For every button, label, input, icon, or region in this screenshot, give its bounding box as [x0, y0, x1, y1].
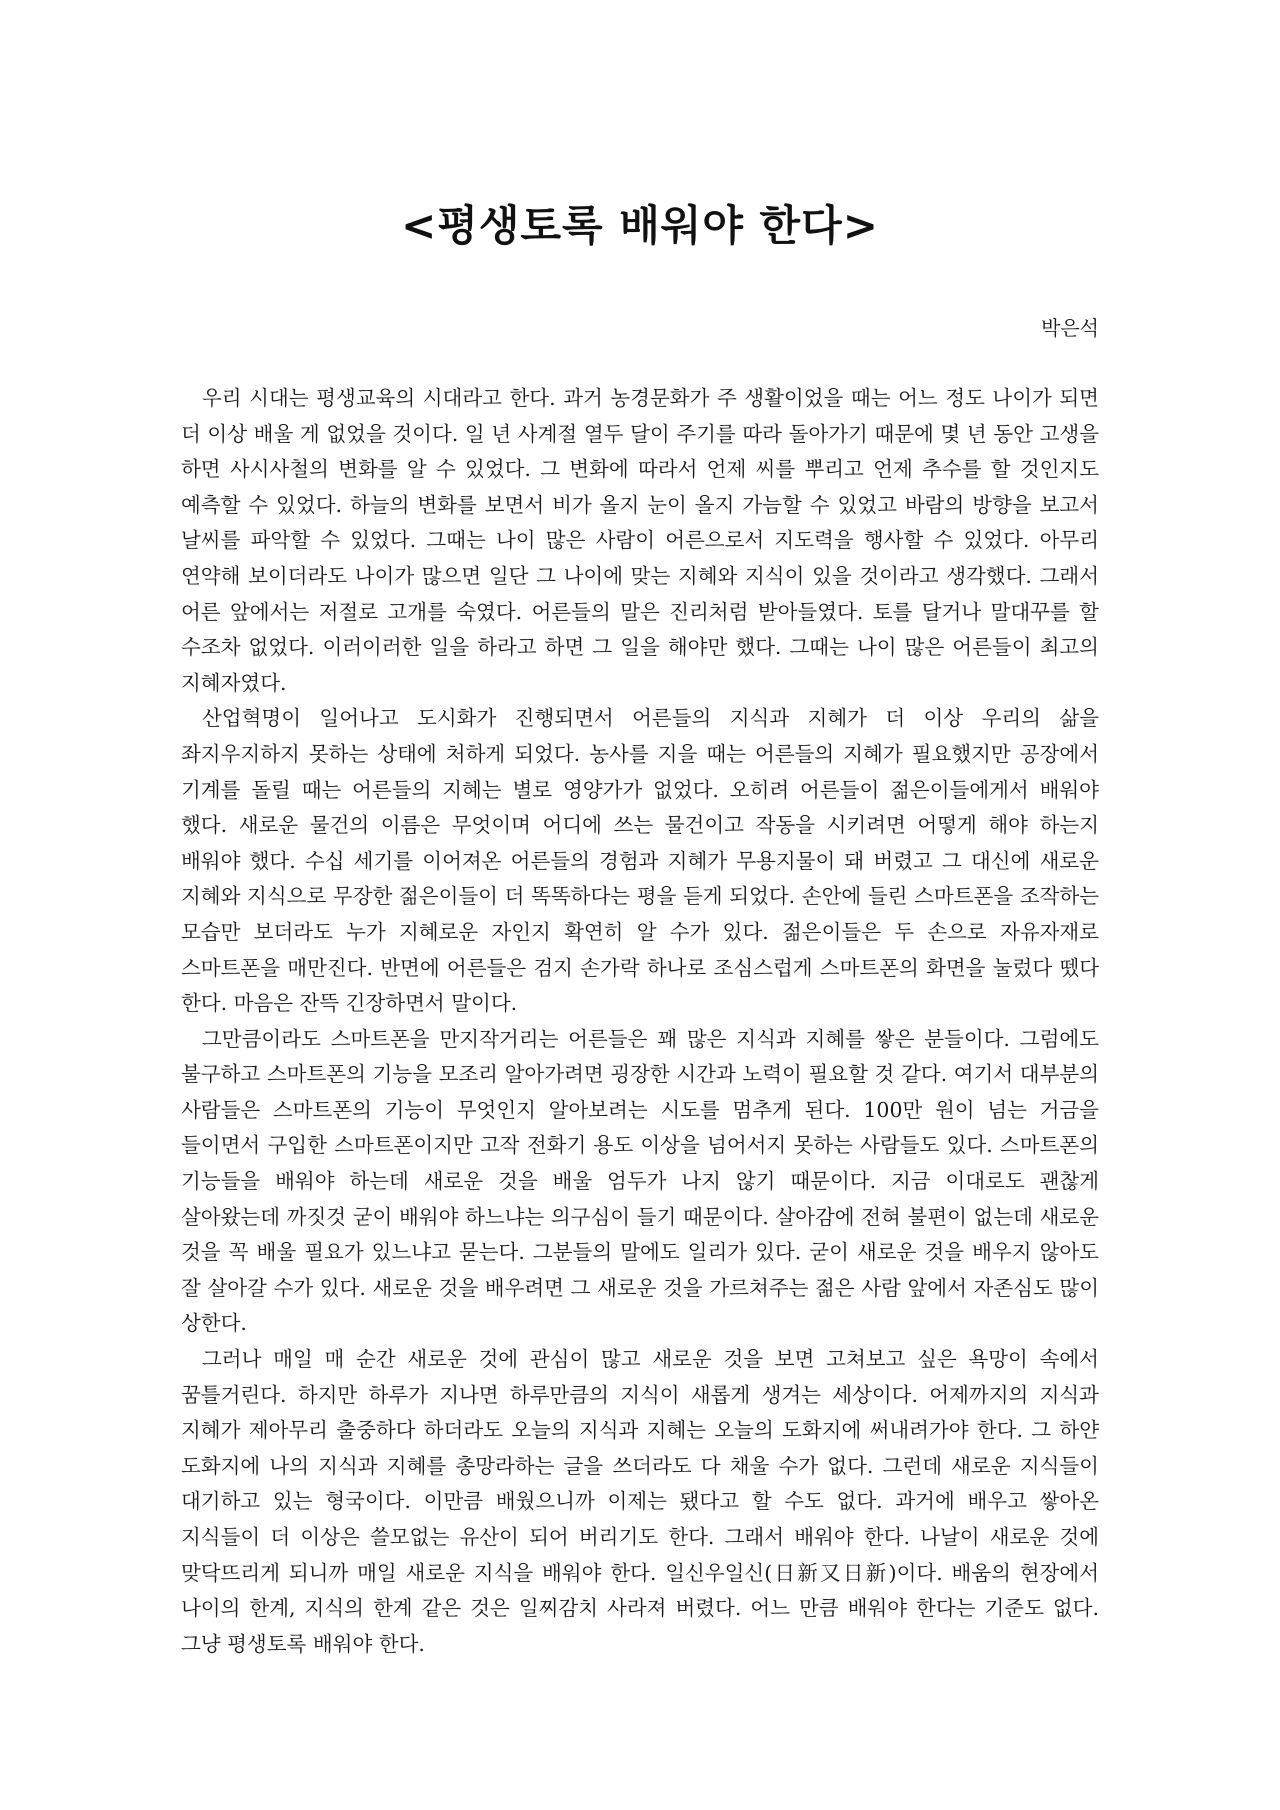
paragraph: 그만큼이라도 스마트폰을 만지작거리는 어른들은 꽤 많은 지식과 지혜를 쌓은 분들이다. 그럼에도 불구하고 스마트폰의 기능을 모조리 알아가려면 굉장한 시간과 노력이 필요할 것 같다. 여기서 대부분의 사람들은 스마트폰의 기능이 무엇인지 알아보려는 시도를 멈추게 된다. 100만 원이 넘는 거금을 들이면서 구입한 스마트폰이지만 고작 전화기 용도 이상을 넘어서지 못하는 사람들도 있다. 스마트폰의 기능들을 배워야 하는데 새로운 것을 배울 엄두가 나지 않기 때문이다. 지금 이대로도 괜찮게 살아왔는데 까짓것 굳이 배워야 하느냐는 의구심이 들기 때문이다. 살아감에 전혀 불편이 없는데 새로운 것을 꼭 배울 필요가 있느냐고 묻는다. 그분들의 말에도 일리가 있다. 굳이 새로운 것을 배우지 않아도 잘 살아갈 수가 있다. 새로운 것을 배우려면 그 새로운 것을 가르쳐주는 젊은 사람 앞에서 자존심도 많이 상한다. [181, 1026, 1099, 1336]
author-name: 박은석 [1041, 316, 1099, 340]
paragraph: 그러나 매일 매 순간 새로운 것에 관심이 많고 새로운 것을 보면 고쳐보고 싶은 욕망이 속에서 꿈틀거린다. 하지만 하루가 지나면 하루만큼의 지식이 새롭게 생겨는 세상이다. 어제까지의 지식과 지혜가 제아무리 출중하다 하더라도 오늘의 지식과 지혜는 오늘의 도화지에 써내려가야 한다. 그 하얀 도화지에 나의 지식과 지혜를 총망라하는 글을 쓰더라도 다 채울 수가 없다. 그런데 새로운 지식들이 대기하고 있는 형국이다. 이만큼 배웠으니까 이제는 됐다고 할 수도 없다. 과거에 배우고 쌓아온 지식들이 더 이상은 쓸모없는 유산이 되어 버리기도 한다. 그래서 배워야 한다. 나날이 새로운 것에 맞닥뜨리게 되니까 매일 새로운 지식을 배워야 한다. 일신우일신(日新又日新)이다. 배움의 현장에서 나이의 한계, 지식의 한계 같은 것은 일찌감치 사라져 버렸다. 어느 만큼 배워야 한다는 기준도 없다. 그냥 평생토록 배워야 한다. [181, 1347, 1099, 1656]
document-title: <평생토록 배워야 한다> [401, 201, 879, 250]
paragraph: 우리 시대는 평생교육의 시대라고 한다. 과거 농경문화가 주 생활이었을 때는 어느 정도 나이가 되면 더 이상 배울 게 없었을 것이다. 일 년 사계절 열두 달이 주기를 따라 돌아가기 때문에 몇 년 동안 고생을 하면 사시사철의 변화를 알 수 있었다. 그 변화에 따라서 언제 씨를 뿌리고 언제 추수를 할 것인지도 예측할 수 있었다. 하늘의 변화를 보면서 비가 올지 눈이 올지 가늠할 수 있었고 바람의 방향을 보고서 날씨를 파악할 수 있었다. 그때는 나이 많은 사람이 어른으로서 지도력을 행사할 수 있었다. 아무리 연약해 보이더라도 나이가 많으면 일단 그 나이에 맞는 지혜와 지식이 있을 것이라고 생각했다. 그래서 어른 앞에서는 저절로 고개를 숙였다. 어른들의 말은 진리처럼 받아들였다. 토를 달거나 말대꾸를 할 수조차 없었다. 이러이러한 일을 하라고 하면 그 일을 해야만 했다. 그때는 나이 많은 어른들이 최고의 지혜자였다. [181, 386, 1099, 695]
paragraph: 산업혁명이 일어나고 도시화가 진행되면서 어른들의 지식과 지혜가 더 이상 우리의 삶을 좌지우지하지 못하는 상태에 처하게 되었다. 농사를 지을 때는 어른들의 지혜가 필요했지만 공장에서 기계를 돌릴 때는 어른들의 지혜는 별로 영양가가 없었다. 오히려 어른들이 젊은이들에게서 배워야 했다. 새로운 물건의 이름은 무엇이며 어디에 쓰는 물건이고 작동을 시키려면 어떻게 해야 하는지 배워야 했다. 수십 세기를 이어져온 어른들의 경험과 지혜가 무용지물이 돼 버렸고 그 대신에 새로운 지혜와 지식으로 무장한 젊은이들이 더 똑똑하다는 평을 듣게 되었다. 손안에 들린 스마트폰을 조작하는 모습만 보더라도 누가 지혜로운 자인지 확연히 알 수가 있다. 젊은이들은 두 손으로 자유자재로 스마트폰을 매만진다. 반면에 어른들은 검지 손가락 하나로 조심스럽게 스마트폰의 화면을 눌렀다 뗐다 한다. 마음은 잔뜩 긴장하면서 말이다. [181, 706, 1099, 1016]
document-body [181, 381, 1099, 1662]
